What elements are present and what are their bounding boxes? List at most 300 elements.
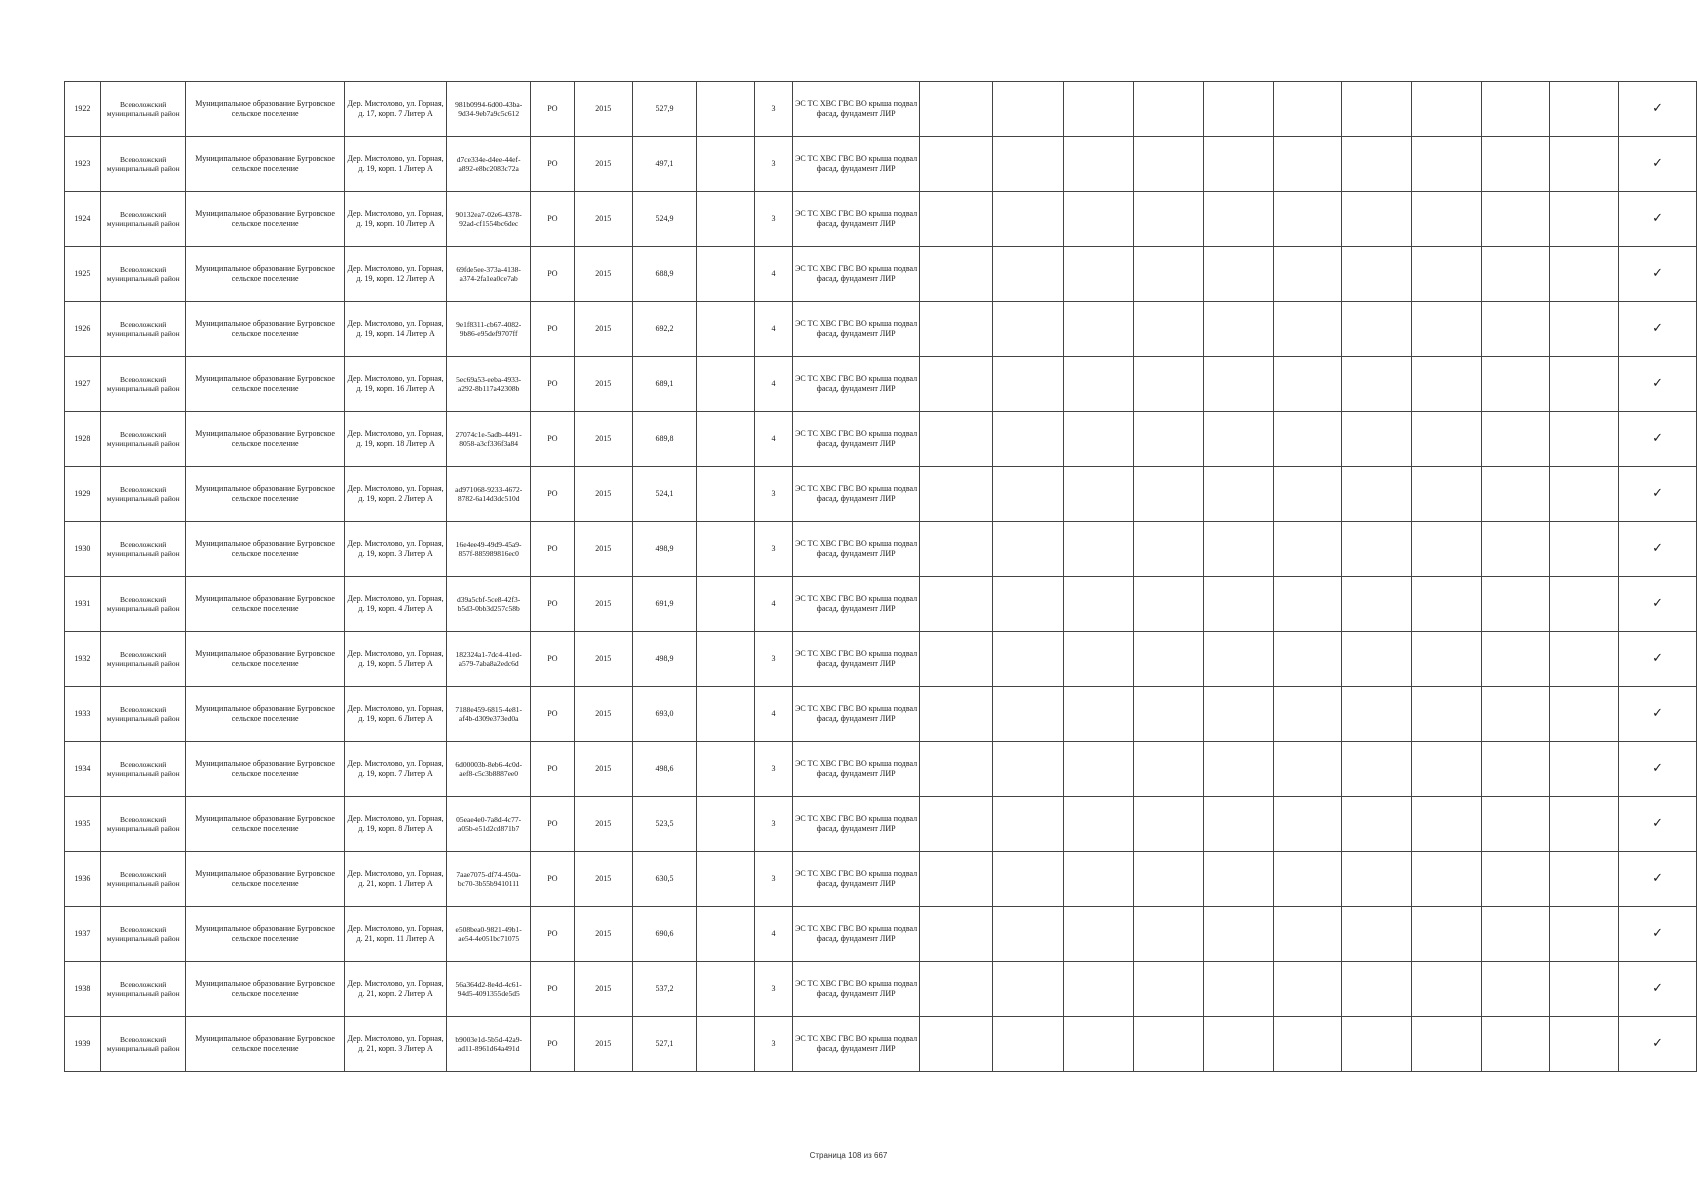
empty-cell [1550,247,1619,302]
empty-cell [1550,852,1619,907]
empty-cell [1342,357,1412,412]
empty-cell [920,522,993,577]
floors-cell: 4 [755,687,793,742]
year-cell: 2015 [574,577,632,632]
empty-cell [1204,687,1274,742]
row-number: 1924 [65,192,101,247]
empty-cell [1550,82,1619,137]
empty-cell [697,247,755,302]
empty-cell [1550,687,1619,742]
works-cell: ЭС ТС ХВС ГВС ВО крыша подвал фасад, фундамент ЛИР [792,962,919,1017]
address-cell: Дер. Мистолово, ул. Горная, д. 19, корп. 3 Литер А [344,522,447,577]
district-cell: Всеволожский муниципальный район [100,962,186,1017]
empty-cell [1063,522,1134,577]
empty-cell [1134,797,1204,852]
empty-cell [920,852,993,907]
table-row [65,687,1697,742]
empty-cell [1273,742,1342,797]
owner-cell: РО [530,412,574,467]
empty-cell [1550,577,1619,632]
empty-cell [1412,632,1482,687]
checkmark-icon: ✓ [1619,192,1697,247]
address-cell: Дер. Мистолово, ул. Горная, д. 19, корп. 10 Литер А [344,192,447,247]
area-cell: 693,0 [632,687,697,742]
floors-cell: 3 [755,797,793,852]
empty-cell [1273,962,1342,1017]
district-cell: Всеволожский муниципальный район [100,742,186,797]
empty-cell [1481,522,1550,577]
year-cell: 2015 [574,742,632,797]
empty-cell [1134,962,1204,1017]
row-number: 1927 [65,357,101,412]
empty-cell [1412,577,1482,632]
municipality-cell: Муниципальное образование Бугровское сельское поселение [186,632,344,687]
empty-cell [1481,137,1550,192]
empty-cell [1412,522,1482,577]
empty-cell [1550,907,1619,962]
year-cell: 2015 [574,1017,632,1072]
empty-cell [993,577,1064,632]
empty-cell [1550,632,1619,687]
works-cell: ЭС ТС ХВС ГВС ВО крыша подвал фасад, фундамент ЛИР [792,412,919,467]
guid-cell: d39a5cbf-5ce8-42f3-b5d3-0bb3d257c58b [447,577,531,632]
table-row [65,302,1697,357]
empty-cell [1134,247,1204,302]
empty-cell [1273,247,1342,302]
empty-cell [1063,412,1134,467]
checkmark-icon: ✓ [1619,577,1697,632]
row-number: 1939 [65,1017,101,1072]
district-cell: Всеволожский муниципальный район [100,412,186,467]
district-cell: Всеволожский муниципальный район [100,797,186,852]
floors-cell: 3 [755,192,793,247]
guid-cell: 5ec69a53-eeba-4933-a292-8b117a42308b [447,357,531,412]
empty-cell [1412,192,1482,247]
year-cell: 2015 [574,412,632,467]
empty-cell [1204,1017,1274,1072]
empty-cell [1273,82,1342,137]
empty-cell [1481,962,1550,1017]
district-cell: Всеволожский муниципальный район [100,137,186,192]
empty-cell [697,577,755,632]
municipality-cell: Муниципальное образование Бугровское сельское поселение [186,302,344,357]
empty-cell [697,852,755,907]
owner-cell: РО [530,907,574,962]
empty-cell [1550,137,1619,192]
empty-cell [920,907,993,962]
guid-cell: 69fde5ee-373a-4138-a374-2fa1ea0ce7ab [447,247,531,302]
municipality-cell: Муниципальное образование Бугровское сельское поселение [186,852,344,907]
address-cell: Дер. Мистолово, ул. Горная, д. 21, корп. 2 Литер А [344,962,447,1017]
year-cell: 2015 [574,302,632,357]
year-cell: 2015 [574,852,632,907]
row-number: 1930 [65,522,101,577]
floors-cell: 3 [755,82,793,137]
row-number: 1926 [65,302,101,357]
owner-cell: РО [530,577,574,632]
area-cell: 688,9 [632,247,697,302]
district-cell: Всеволожский муниципальный район [100,907,186,962]
empty-cell [1550,192,1619,247]
empty-cell [1204,82,1274,137]
guid-cell: 16e4ee49-49d9-45a9-857f-885989816ec0 [447,522,531,577]
empty-cell [1550,302,1619,357]
address-cell: Дер. Мистолово, ул. Горная, д. 17, корп. 7 Литер А [344,82,447,137]
empty-cell [993,82,1064,137]
empty-cell [1412,82,1482,137]
row-number: 1937 [65,907,101,962]
table-row [65,577,1697,632]
empty-cell [1273,1017,1342,1072]
empty-cell [1134,82,1204,137]
empty-cell [697,522,755,577]
checkmark-icon: ✓ [1619,632,1697,687]
empty-cell [1342,852,1412,907]
area-cell: 630,5 [632,852,697,907]
empty-cell [1342,247,1412,302]
empty-cell [993,302,1064,357]
empty-cell [993,797,1064,852]
empty-cell [1412,302,1482,357]
district-cell: Всеволожский муниципальный район [100,302,186,357]
year-cell: 2015 [574,962,632,1017]
address-cell: Дер. Мистолово, ул. Горная, д. 19, корп. 1 Литер А [344,137,447,192]
empty-cell [1342,82,1412,137]
table-row [65,82,1697,137]
year-cell: 2015 [574,632,632,687]
works-cell: ЭС ТС ХВС ГВС ВО крыша подвал фасад, фундамент ЛИР [792,797,919,852]
empty-cell [697,687,755,742]
owner-cell: РО [530,797,574,852]
district-cell: Всеволожский муниципальный район [100,632,186,687]
works-cell: ЭС ТС ХВС ГВС ВО крыша подвал фасад, фундамент ЛИР [792,687,919,742]
address-cell: Дер. Мистолово, ул. Горная, д. 19, корп. 16 Литер А [344,357,447,412]
guid-cell: e508bea0-9821-49b1-ae54-4e051bc71075 [447,907,531,962]
empty-cell [1204,467,1274,522]
empty-cell [993,412,1064,467]
municipality-cell: Муниципальное образование Бугровское сельское поселение [186,687,344,742]
municipality-cell: Муниципальное образование Бугровское сельское поселение [186,797,344,852]
empty-cell [1273,192,1342,247]
owner-cell: РО [530,467,574,522]
empty-cell [920,302,993,357]
area-cell: 498,9 [632,522,697,577]
year-cell: 2015 [574,467,632,522]
floors-cell: 3 [755,1017,793,1072]
empty-cell [1481,632,1550,687]
empty-cell [993,467,1064,522]
address-cell: Дер. Мистолово, ул. Горная, д. 19, корп. 4 Литер А [344,577,447,632]
empty-cell [1342,962,1412,1017]
table-row [65,852,1697,907]
empty-cell [697,742,755,797]
empty-cell [1550,412,1619,467]
owner-cell: РО [530,192,574,247]
address-cell: Дер. Мистолово, ул. Горная, д. 21, корп. 11 Литер А [344,907,447,962]
municipality-cell: Муниципальное образование Бугровское сельское поселение [186,247,344,302]
works-cell: ЭС ТС ХВС ГВС ВО крыша подвал фасад, фундамент ЛИР [792,357,919,412]
empty-cell [1342,467,1412,522]
owner-cell: РО [530,1017,574,1072]
row-number: 1932 [65,632,101,687]
empty-cell [920,412,993,467]
empty-cell [1481,412,1550,467]
works-cell: ЭС ТС ХВС ГВС ВО крыша подвал фасад, фундамент ЛИР [792,577,919,632]
empty-cell [1063,577,1134,632]
area-cell: 527,1 [632,1017,697,1072]
area-cell: 527,9 [632,82,697,137]
municipality-cell: Муниципальное образование Бугровское сельское поселение [186,962,344,1017]
municipality-cell: Муниципальное образование Бугровское сельское поселение [186,192,344,247]
empty-cell [1412,962,1482,1017]
table-row [65,797,1697,852]
floors-cell: 4 [755,247,793,302]
empty-cell [1412,907,1482,962]
checkmark-icon: ✓ [1619,797,1697,852]
empty-cell [697,137,755,192]
empty-cell [1204,137,1274,192]
empty-cell [1204,742,1274,797]
checkmark-icon: ✓ [1619,247,1697,302]
year-cell: 2015 [574,137,632,192]
empty-cell [1134,907,1204,962]
area-cell: 498,9 [632,632,697,687]
empty-cell [1273,302,1342,357]
empty-cell [697,797,755,852]
empty-cell [920,797,993,852]
empty-cell [920,687,993,742]
empty-cell [1204,357,1274,412]
empty-cell [1481,797,1550,852]
floors-cell: 3 [755,467,793,522]
owner-cell: РО [530,632,574,687]
year-cell: 2015 [574,247,632,302]
works-cell: ЭС ТС ХВС ГВС ВО крыша подвал фасад, фундамент ЛИР [792,82,919,137]
empty-cell [1550,467,1619,522]
row-number: 1929 [65,467,101,522]
checkmark-icon: ✓ [1619,852,1697,907]
empty-cell [1342,302,1412,357]
empty-cell [1204,522,1274,577]
floors-cell: 4 [755,412,793,467]
empty-cell [1550,797,1619,852]
empty-cell [1134,742,1204,797]
district-cell: Всеволожский муниципальный район [100,357,186,412]
empty-cell [1063,742,1134,797]
address-cell: Дер. Мистолово, ул. Горная, д. 21, корп. 3 Литер А [344,1017,447,1072]
checkmark-icon: ✓ [1619,302,1697,357]
floors-cell: 4 [755,357,793,412]
municipality-cell: Муниципальное образование Бугровское сельское поселение [186,357,344,412]
owner-cell: РО [530,82,574,137]
empty-cell [920,82,993,137]
municipality-cell: Муниципальное образование Бугровское сельское поселение [186,82,344,137]
checkmark-icon: ✓ [1619,467,1697,522]
empty-cell [1204,412,1274,467]
works-cell: ЭС ТС ХВС ГВС ВО крыша подвал фасад, фундамент ЛИР [792,247,919,302]
table-row [65,192,1697,247]
empty-cell [1481,852,1550,907]
empty-cell [1204,247,1274,302]
area-cell: 689,8 [632,412,697,467]
owner-cell: РО [530,357,574,412]
guid-cell: 6d00003b-8eb6-4c0d-aef8-c5c3b8887ee0 [447,742,531,797]
empty-cell [1063,357,1134,412]
district-cell: Всеволожский муниципальный район [100,247,186,302]
area-cell: 498,6 [632,742,697,797]
empty-cell [1481,577,1550,632]
year-cell: 2015 [574,687,632,742]
empty-cell [993,742,1064,797]
checkmark-icon: ✓ [1619,687,1697,742]
checkmark-icon: ✓ [1619,742,1697,797]
checkmark-icon: ✓ [1619,357,1697,412]
empty-cell [920,247,993,302]
empty-cell [1134,522,1204,577]
empty-cell [1481,192,1550,247]
empty-cell [1204,907,1274,962]
empty-cell [1273,412,1342,467]
empty-cell [920,192,993,247]
empty-cell [993,907,1064,962]
owner-cell: РО [530,687,574,742]
floors-cell: 4 [755,577,793,632]
empty-cell [1204,302,1274,357]
table-row [65,137,1697,192]
table-row [65,962,1697,1017]
floors-cell: 3 [755,852,793,907]
row-number: 1935 [65,797,101,852]
floors-cell: 3 [755,632,793,687]
row-number: 1931 [65,577,101,632]
year-cell: 2015 [574,907,632,962]
address-cell: Дер. Мистолово, ул. Горная, д. 19, корп. 14 Литер А [344,302,447,357]
empty-cell [1342,632,1412,687]
municipality-cell: Муниципальное образование Бугровское сельское поселение [186,1017,344,1072]
table-row [65,907,1697,962]
floors-cell: 3 [755,137,793,192]
address-cell: Дер. Мистолово, ул. Горная, д. 19, корп. 12 Литер А [344,247,447,302]
checkmark-icon: ✓ [1619,522,1697,577]
empty-cell [1134,1017,1204,1072]
owner-cell: РО [530,962,574,1017]
empty-cell [1412,137,1482,192]
area-cell: 524,9 [632,192,697,247]
works-cell: ЭС ТС ХВС ГВС ВО крыша подвал фасад, фундамент ЛИР [792,742,919,797]
works-cell: ЭС ТС ХВС ГВС ВО крыша подвал фасад, фундамент ЛИР [792,907,919,962]
address-cell: Дер. Мистолово, ул. Горная, д. 21, корп. 1 Литер А [344,852,447,907]
empty-cell [1481,467,1550,522]
empty-cell [1063,632,1134,687]
year-cell: 2015 [574,522,632,577]
empty-cell [1063,962,1134,1017]
works-cell: ЭС ТС ХВС ГВС ВО крыша подвал фасад, фундамент ЛИР [792,852,919,907]
empty-cell [1412,247,1482,302]
empty-cell [920,137,993,192]
empty-cell [993,852,1064,907]
guid-cell: 27074c1e-5adb-4491-8058-a3cf336f3a84 [447,412,531,467]
empty-cell [697,192,755,247]
checkmark-icon: ✓ [1619,962,1697,1017]
address-cell: Дер. Мистолово, ул. Горная, д. 19, корп. 8 Литер А [344,797,447,852]
row-number: 1933 [65,687,101,742]
district-cell: Всеволожский муниципальный район [100,522,186,577]
table-body [65,82,1697,1072]
empty-cell [1412,797,1482,852]
guid-cell: ad971068-9233-4672-8782-6a14d3dc510d [447,467,531,522]
address-cell: Дер. Мистолово, ул. Горная, д. 19, корп. 18 Литер А [344,412,447,467]
empty-cell [1412,412,1482,467]
empty-cell [1273,137,1342,192]
empty-cell [1550,962,1619,1017]
empty-cell [1342,797,1412,852]
empty-cell [1481,357,1550,412]
empty-cell [1481,687,1550,742]
row-number: 1928 [65,412,101,467]
row-number: 1925 [65,247,101,302]
empty-cell [1412,742,1482,797]
works-cell: ЭС ТС ХВС ГВС ВО крыша подвал фасад, фундамент ЛИР [792,302,919,357]
table-row [65,742,1697,797]
empty-cell [993,632,1064,687]
guid-cell: 981b0994-6d00-43ba-9d34-9eb7a9c5c612 [447,82,531,137]
owner-cell: РО [530,247,574,302]
owner-cell: РО [530,302,574,357]
floors-cell: 3 [755,962,793,1017]
table-row [65,1017,1697,1072]
address-cell: Дер. Мистолово, ул. Горная, д. 19, корп. 5 Литер А [344,632,447,687]
guid-cell: 56a364d2-8e4d-4c61-94d5-4091355de5d5 [447,962,531,1017]
works-cell: ЭС ТС ХВС ГВС ВО крыша подвал фасад, фундамент ЛИР [792,192,919,247]
checkmark-icon: ✓ [1619,137,1697,192]
empty-cell [1134,412,1204,467]
empty-cell [1134,632,1204,687]
owner-cell: РО [530,852,574,907]
empty-cell [1134,467,1204,522]
empty-cell [920,577,993,632]
works-cell: ЭС ТС ХВС ГВС ВО крыша подвал фасад, фундамент ЛИР [792,137,919,192]
empty-cell [1134,192,1204,247]
empty-cell [1204,852,1274,907]
empty-cell [1412,467,1482,522]
works-cell: ЭС ТС ХВС ГВС ВО крыша подвал фасад, фундамент ЛИР [792,632,919,687]
empty-cell [1550,357,1619,412]
empty-cell [697,907,755,962]
empty-cell [1063,247,1134,302]
empty-cell [1134,577,1204,632]
page-number: Страница 108 из 667 [809,1151,888,1160]
empty-cell [920,357,993,412]
district-cell: Всеволожский муниципальный район [100,687,186,742]
year-cell: 2015 [574,82,632,137]
district-cell: Всеволожский муниципальный район [100,467,186,522]
empty-cell [993,962,1064,1017]
owner-cell: РО [530,137,574,192]
guid-cell: 7188e459-6815-4e81-af4b-d309e373ed0a [447,687,531,742]
checkmark-icon: ✓ [1619,82,1697,137]
empty-cell [1134,137,1204,192]
works-cell: ЭС ТС ХВС ГВС ВО крыша подвал фасад, фундамент ЛИР [792,467,919,522]
empty-cell [1134,852,1204,907]
address-cell: Дер. Мистолово, ул. Горная, д. 19, корп. 6 Литер А [344,687,447,742]
table-row [65,247,1697,302]
empty-cell [1063,192,1134,247]
table-row [65,357,1697,412]
empty-cell [697,962,755,1017]
empty-cell [1273,687,1342,742]
empty-cell [1273,907,1342,962]
empty-cell [1204,577,1274,632]
